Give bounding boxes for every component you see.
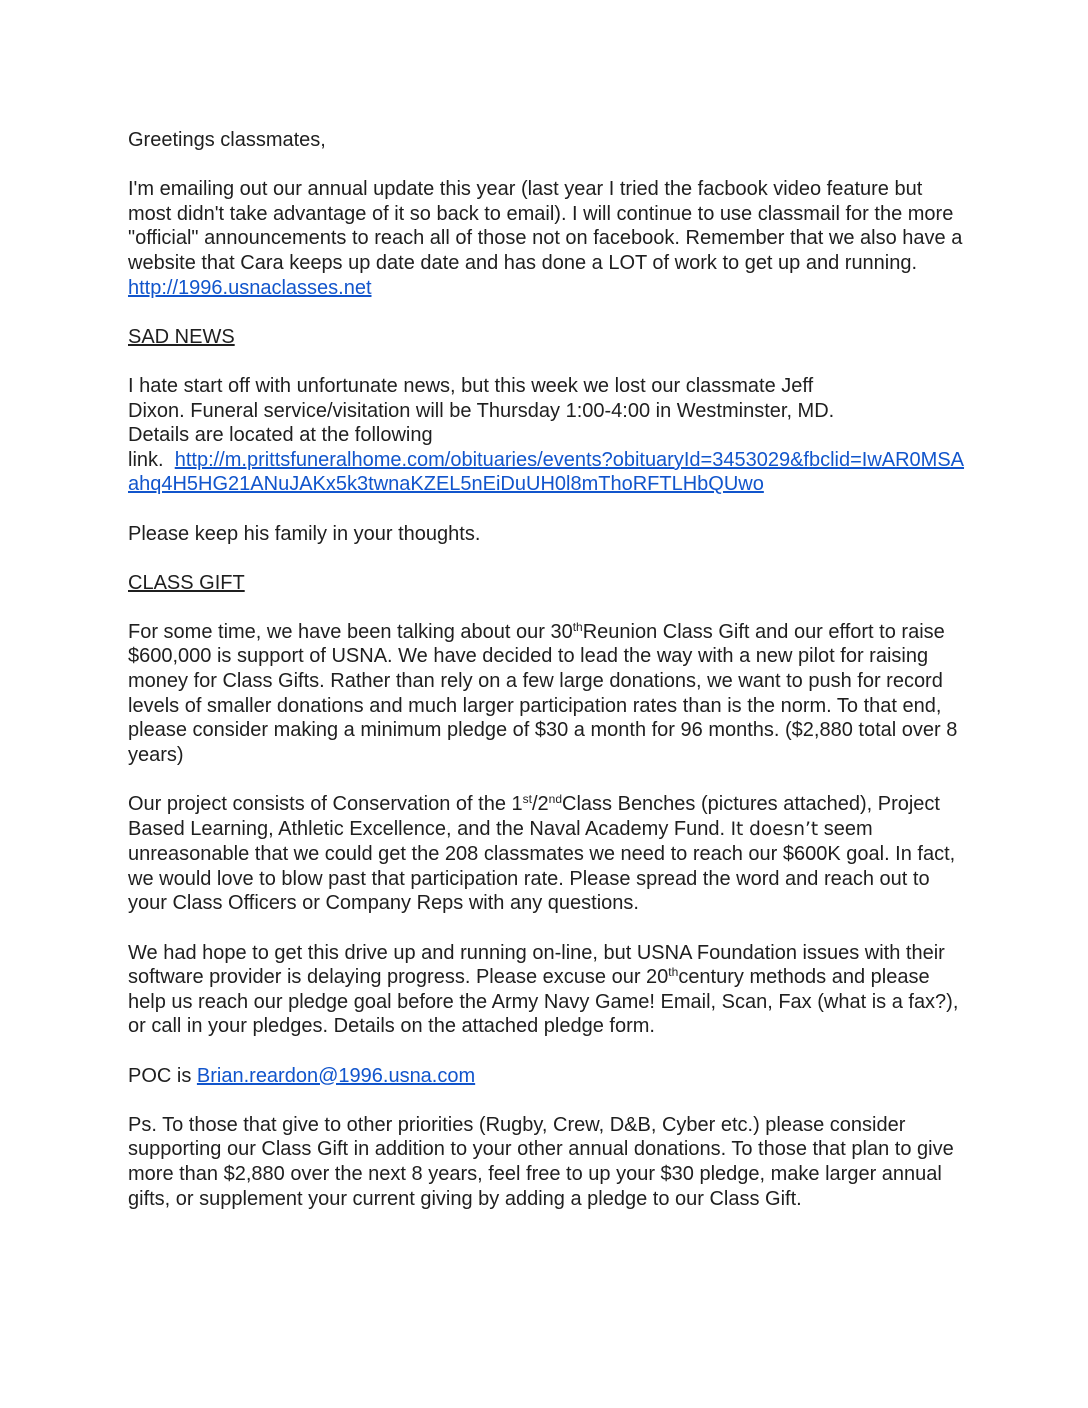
sad-news-line-1: I hate start off with unfortunate news, but this week we lost our classmate Jeff: [128, 374, 814, 397]
link-prefix: link.: [128, 448, 164, 471]
greeting: Greetings classmates,: [128, 129, 326, 151]
thoughts-line: Please keep his family in your thoughts.: [128, 522, 481, 545]
ps-paragraph: Ps. To those that give to other priorities (Rugby, Crew, D&B, Cyber etc.) please consider supporting our Class Gift in addition to your other annual donations. To those that plan to give more than $2,880 over the next 8 years, feel free to up your $30 pledge, make larger annual gifts, or supplement your current giving by adding a pledge to our Class Gift.: [128, 1113, 954, 1210]
letter-body: [128, 128, 968, 1236]
p3-start: We had hope to get this drive up and running on-line, but USNA Foundation issues with their software provider is delaying progress. Please excuse our 20: [128, 941, 945, 989]
p1-rest: Reunion Class Gift and our effort to raise $600,000 is support of USNA. We have decided to lead the way with a new pilot for raising money for Class Gifts. Rather than rely on a few large donations, we want to push for record levels of smaller donations and much larger participation rates than is the norm. To that end, please consider making a minimum pledge of $30 a month for 96 months. ($2,880 total over 8 years): [128, 620, 958, 766]
p2-superscript-1: st: [522, 792, 532, 807]
p3-superscript: th: [668, 965, 679, 980]
poc-line: [128, 1064, 968, 1089]
p2-superscript-2: nd: [548, 792, 563, 807]
poc-email-link[interactable]: Brian.reardon@1996.usna.com: [196, 1064, 476, 1087]
poc-label: POC is: [128, 1064, 192, 1087]
sad-news-line-2: Dixon. Funeral service/visitation will be Thursday 1:00-4:00 in Westminster, MD.: [128, 399, 835, 422]
p2-mid: /2: [531, 793, 549, 816]
website-link[interactable]: http://1996.usnaclasses.net: [128, 276, 372, 299]
p1-superscript: th: [572, 619, 583, 634]
class-gift-paragraph-1: [128, 620, 968, 768]
intro-paragraph: [128, 177, 968, 300]
p3-rest: century methods and please help us reach our pledge goal before the Army Navy Game! Email, Scan, Fax (what is a fax?), or call in your pledges. Details on the attached pledge form.: [128, 966, 959, 1038]
class-gift-heading: CLASS GIFT: [128, 571, 245, 594]
sad-news-paragraph: [128, 374, 968, 497]
p1-start: For some time, we have been talking about our 30: [128, 620, 573, 643]
class-gift-paragraph-2: [128, 792, 968, 916]
p2-alt-font-text: It doesn’t: [730, 818, 819, 840]
p2-end: seem unreasonable that we could get the 208 classmates we need to reach our $600K goal. In fact, we would love to blow past that participation rate. Please spread the word and reach out to your Class Officers or Company Reps with any questions.: [128, 817, 956, 915]
intro-text: I'm emailing out our annual update this year (last year I tried the facbook video feature but most didn't take advantage of it so back to email). I will continue to use classmail for the more "official" announcements to reach all of those not on facebook. Remember that we also have a website that Cara keeps up date date and has done a LOT of work to get up and running.: [128, 178, 963, 274]
sad-news-heading: SAD NEWS: [128, 325, 235, 348]
class-gift-paragraph-3: [128, 941, 968, 1039]
p2-rest: Class Benches (pictures attached), Project Based Learning, Athletic Excellence, and the Naval Academy Fund.: [128, 793, 940, 840]
p2-start: Our project consists of Conservation of the 1: [128, 793, 523, 816]
sad-news-line-3: Details are located at the following: [128, 424, 433, 447]
funeral-home-link[interactable]: http://m.prittsfuneralhome.com/obituaries/events?obituaryId=3453029&fbclid=IwAR0MSAahq4H5HG21ANuJAKx5k3twnaKZEL5nEiDuUH0l8mThoRFTLHbQUwo: [128, 448, 965, 496]
